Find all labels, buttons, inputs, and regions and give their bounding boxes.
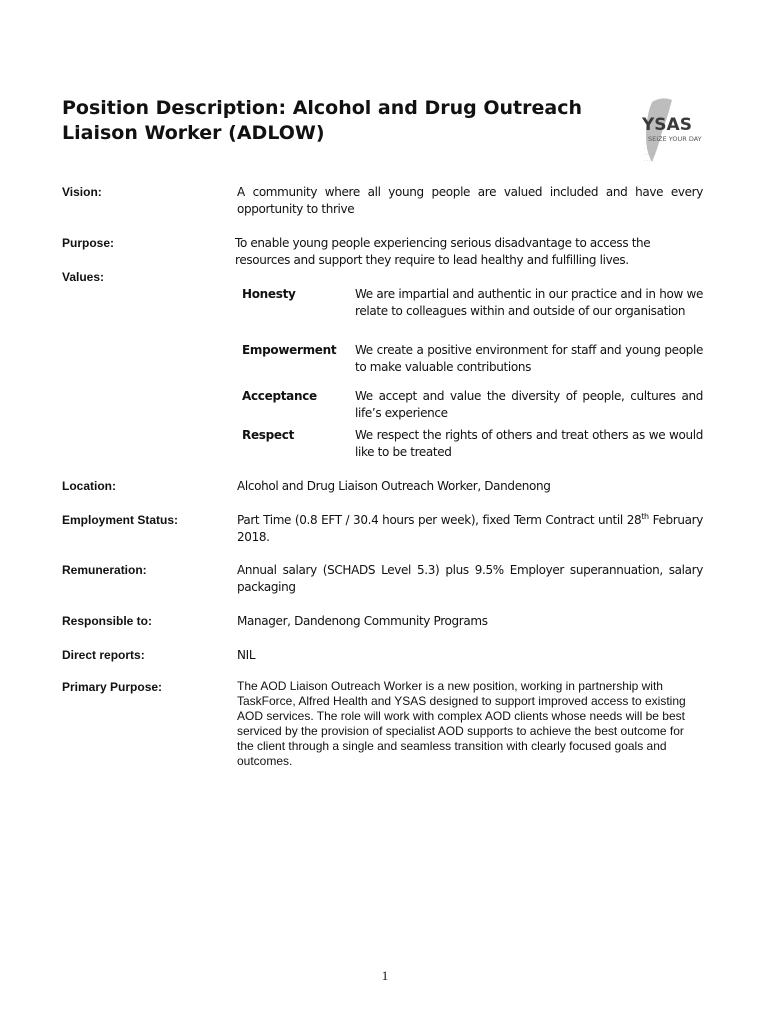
ysas-logo: [638, 96, 708, 168]
value-name-honesty: Honesty: [242, 287, 296, 301]
primary-purpose-text: [237, 679, 707, 769]
employment-text-end: February 2018.: [237, 513, 703, 544]
primary-purpose-line: AOD services. The role will work with complex AOD clients whose needs will be best: [237, 709, 685, 723]
value-text-acceptance: We accept and value the diversity of people, cultures and life’s experience: [355, 389, 703, 420]
value-text-honesty: We are impartial and authentic in our practice and in how we relate to colleagues within and outside of our organisation: [355, 287, 703, 318]
vision-text: A community where all young people are valued included and have every opportunity to thrive: [237, 185, 703, 216]
page-title-line-1: Position Description: Alcohol and Drug Outreach: [62, 97, 583, 119]
remuneration-text: Annual salary (SCHADS Level 5.3) plus 9.5% Employer superannuation, salary packaging: [237, 563, 703, 594]
svg-text:· · · · ·: · · · · ·: [644, 146, 656, 151]
value-text-empowerment: We create a positive environment for staff and young people to make valuable contributions: [355, 343, 703, 374]
page-number: 1: [381, 968, 389, 983]
values-label: Values:: [62, 270, 105, 284]
svg-text:YSAS: YSAS: [642, 115, 692, 135]
primary-purpose-line: outcomes.: [237, 754, 293, 768]
responsible-label: Responsible to:: [62, 614, 153, 628]
value-name-empowerment: Empowerment: [242, 343, 337, 357]
employment-text-main: Part Time (0.8 EFT / 30.4 hours per week), fixed Term Contract until 28: [237, 513, 642, 527]
purpose-text: To enable young people experiencing serious disadvantage to access the resources and support they require to lead healthy and fulfilling lives.: [235, 236, 651, 267]
value-name-respect: Respect: [242, 428, 294, 442]
value-name-acceptance: Acceptance: [242, 389, 317, 403]
remuneration-label: Remuneration:: [62, 563, 147, 577]
employment-date-suffix: th: [641, 512, 649, 521]
location-text: Alcohol and Drug Liaison Outreach Worker, Dandenong: [237, 479, 551, 493]
direct-reports-label: Direct reports:: [62, 648, 145, 662]
primary-purpose-line: TaskForce, Alfred Health and YSAS designed to support improved access to existing: [237, 694, 686, 708]
employment-text: [237, 512, 703, 546]
primary-purpose-label: Primary Purpose:: [62, 680, 163, 694]
vision-label: Vision:: [62, 185, 102, 199]
svg-text:· · · · ·: · · · · ·: [644, 152, 656, 157]
page-title: [62, 96, 582, 146]
responsible-text: Manager, Dandenong Community Programs: [237, 614, 488, 628]
employment-label: Employment Status:: [62, 513, 179, 527]
primary-purpose-line: serviced by the provision of specialist AOD supports to achieve the best outcome for: [237, 724, 684, 738]
direct-reports-text: NIL: [237, 648, 256, 662]
primary-purpose-line: the client through a single and seamless transition with clearly focused goals and: [237, 739, 667, 753]
page-title-line-2: Liaison Worker (ADLOW): [62, 122, 325, 144]
location-label: Location:: [62, 479, 116, 493]
purpose-label: Purpose:: [62, 236, 115, 250]
value-text-respect: We respect the rights of others and treat others as we would like to be treated: [355, 428, 703, 459]
svg-text:· · · ·: · · · ·: [644, 158, 653, 163]
primary-purpose-line: The AOD Liaison Outreach Worker is a new position, working in partnership with: [237, 679, 663, 693]
svg-text:SEIZE YOUR DAY: SEIZE YOUR DAY: [648, 135, 702, 143]
